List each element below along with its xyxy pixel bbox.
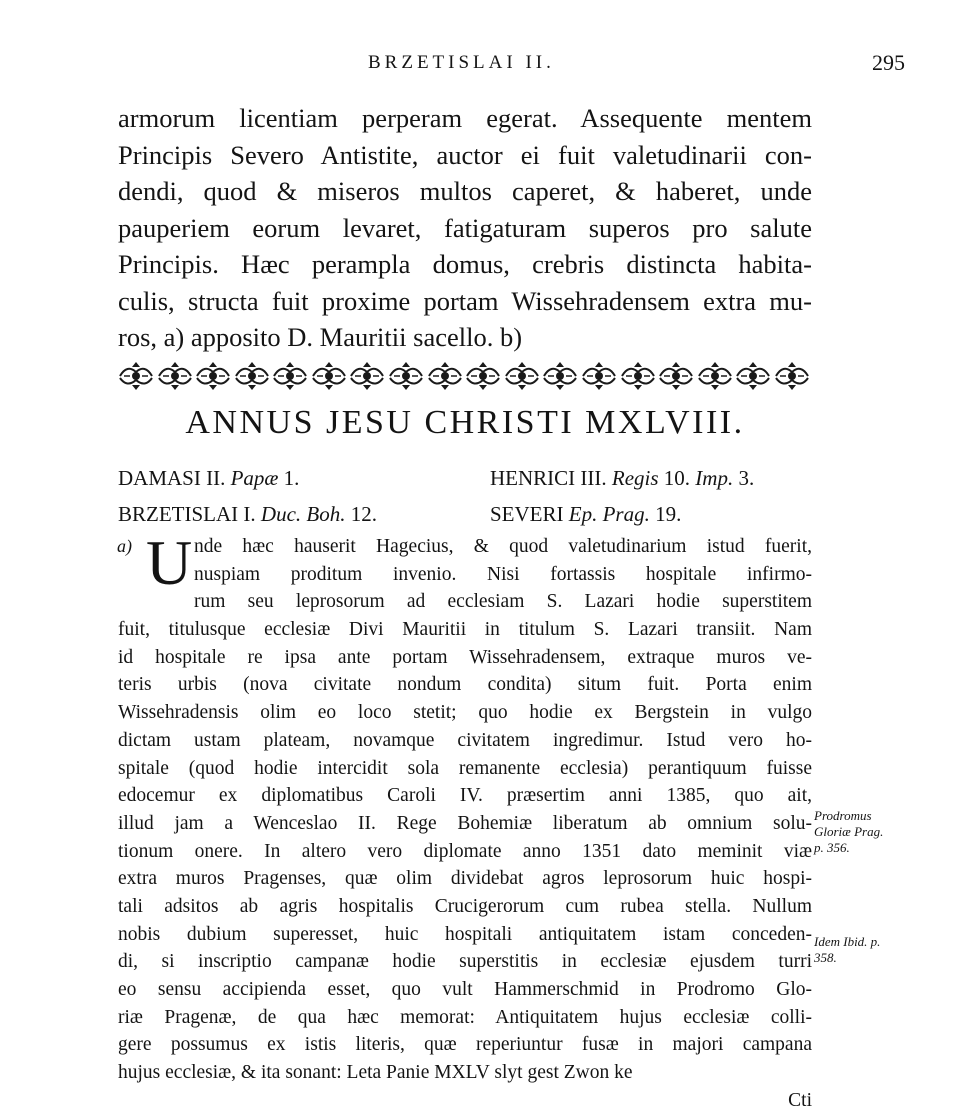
running-title: BRZETISLAI II.	[368, 52, 555, 73]
regnal-year: 10.	[663, 466, 691, 490]
ornament-unit-icon	[195, 358, 231, 394]
ornament-unit-icon	[774, 358, 810, 394]
body-line: armorum licentiam perperam egerat. Assequente mentem	[118, 103, 812, 133]
ornament-unit-icon	[427, 358, 463, 394]
footnote-line: di, si inscriptio campanæ hodie superstitis in ecclesiæ ejusdem turri	[118, 951, 812, 973]
footnote-line: Wissehradensis olim eo loco stetit; quo hodie ex Bergstein in vulgo	[118, 702, 812, 724]
regnal-year: 1.	[283, 466, 300, 490]
regnal-title: Papæ	[230, 466, 279, 490]
footnote-line: gere possumus ex istis literis, quæ reperiuntur fusæ in majori campana	[118, 1034, 812, 1056]
body-line: dendi, quod & miseros multos caperet, & haberet, unde	[118, 176, 812, 206]
ornament-unit-icon	[735, 358, 771, 394]
ornament-unit-icon	[581, 358, 617, 394]
regnal-title: Duc. Boh.	[260, 502, 346, 526]
margin-note-line: 358.	[814, 950, 837, 965]
catchword: Cti	[788, 1089, 812, 1111]
ornament-unit-icon	[157, 358, 193, 394]
regnal-entry-king	[490, 466, 754, 491]
footnote-line: nuspiam proditum invenio. Nisi fortassis hospitale infirmo-	[194, 563, 812, 585]
regnal-year: 12.	[350, 502, 377, 526]
footnote-line: spitale (quod hodie intercidit sola remanente ecclesia) perantiquum fuisse	[118, 757, 812, 779]
footnote-line: dictam ustam plateam, novamque civitatem ingredimur. Istud vero ho-	[118, 729, 812, 751]
footnote-line: hujus ecclesiæ, & ita sonant: Leta Panie MXLV slyt gest Zwon ke	[118, 1062, 633, 1084]
ornament-unit-icon	[504, 358, 540, 394]
ornament-unit-icon	[697, 358, 733, 394]
footnote-line: tionum onere. In altero vero diplomate anno 1351 dato meminit viæ	[118, 840, 812, 862]
body-line: pauperiem eorum levaret, fatigaturam superos pro salute	[118, 212, 812, 243]
footnote-text	[118, 527, 812, 1114]
ornament-band	[118, 355, 810, 397]
regnal-title: Ep. Prag.	[568, 502, 650, 526]
ornament-unit-icon	[542, 358, 578, 394]
footnote-line: tali adsitos ab agris hospitalis Crucigerorum cum rubea stella. Nullum	[118, 895, 812, 917]
ornament-unit-icon	[234, 358, 270, 394]
regnal-name: BRZETISLAI I.	[118, 502, 256, 526]
ornament-unit-icon	[311, 358, 347, 394]
footnote-line: extra muros Pragenses, quæ olim dividebat agros leprosorum huic hospi-	[118, 868, 812, 890]
margin-note-line: p. 356.	[814, 840, 850, 855]
page-number: 295	[872, 50, 905, 75]
margin-note-line: Gloriæ Prag.	[814, 824, 884, 839]
regnal-name: DAMASI II.	[118, 466, 226, 490]
regnal-name: SEVERI	[490, 502, 564, 526]
footnote-line: fuit, titulusque ecclesiæ Divi Mauritii in titulum S. Lazari transiit. Nam	[118, 619, 812, 641]
footnote-line: rum seu leprosorum ad ecclesiam S. Lazari hodie superstitem	[194, 591, 812, 613]
footnote-line: edocemur ex diplomatibus Caroli IV. præsertim anni 1385, quo ait,	[118, 785, 812, 807]
ornament-unit-icon	[349, 358, 385, 394]
ornament-unit-icon	[658, 358, 694, 394]
footnote-line: nde hæc hauserit Hagecius, & quod valetudinarium istud fuerit,	[194, 536, 812, 557]
regnal-extra-year: 3.	[738, 466, 755, 490]
regnal-entry-duke	[118, 502, 377, 527]
footnote-line: eo sensu accipienda esset, quo vult Hammerschmid in Prodromo Glo-	[118, 979, 812, 1000]
main-text	[118, 100, 812, 356]
footnote-line: illud jam a Wenceslao II. Rege Bohemiæ liberatum ab omnium solu-	[118, 812, 812, 834]
ornament-unit-icon	[388, 358, 424, 394]
body-line: ros, a) apposito D. Mauritii sacello. b)	[118, 322, 523, 352]
regnal-extra-title: Imp.	[695, 466, 734, 490]
body-line: culis, structa fuit proxime portam Wissehradensem extra mu-	[118, 285, 812, 316]
ornament-unit-icon	[118, 358, 154, 394]
footnote-line: id hospitale re ipsa ante portam Wissehradensem, extraque muros ve-	[118, 646, 812, 668]
regnal-entry-pope	[118, 466, 299, 491]
margin-note-idem	[814, 934, 880, 966]
margin-note-prodromus	[814, 808, 883, 856]
ornament-unit-icon	[272, 358, 308, 394]
year-heading: ANNUS JESU CHRISTI MXLVIII.	[185, 404, 745, 441]
regnal-title: Regis	[611, 466, 659, 490]
body-line: Principis. Hæc perampla domus, crebris distincta habita-	[118, 249, 812, 279]
regnal-entry-bishop	[490, 502, 681, 527]
drop-capital: U	[146, 527, 193, 598]
ornament-unit-icon	[620, 358, 656, 394]
body-line: Principis Severo Antistite, auctor ei fuit valetudinarii con-	[118, 139, 812, 170]
footnote-line: nobis dubium superesset, huic hospitali antiquitatem istam conceden-	[118, 923, 812, 945]
regnal-year: 19.	[655, 502, 682, 526]
margin-note-line: Prodromus	[814, 808, 872, 823]
footnote-line: teris urbis (nova civitate nondum condita) situm fuit. Porta enim	[118, 674, 812, 696]
footnote-line: riæ Pragenæ, de qua hæc memorat: Antiquitatem hujus ecclesiæ colli-	[118, 1006, 812, 1028]
footnote-marker: a)	[117, 536, 132, 556]
margin-note-line: Idem Ibid. p.	[814, 934, 881, 949]
regnal-name: HENRICI III.	[490, 466, 607, 490]
ornament-unit-icon	[465, 358, 501, 394]
